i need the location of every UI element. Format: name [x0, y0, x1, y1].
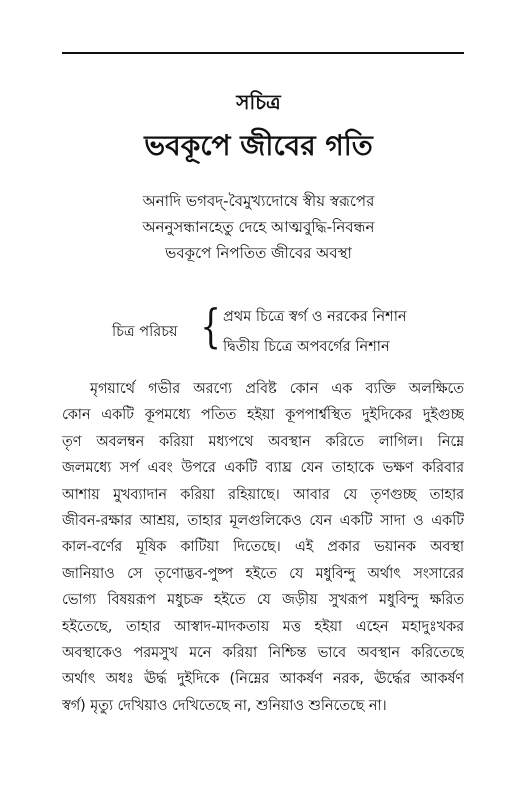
body-line: অর্থাৎ অধঃ ঊর্দ্ধ দুইদিকে (নিম্নের আকর্ষণ নরক, ঊর্দ্ধের আকর্ষণ	[62, 671, 464, 688]
body-line: জীবন-রক্ষার আশ্রয়, তাহার মূলগুলিকেও যেন একটি সাদা ও একটি	[62, 512, 464, 529]
kicker: সচিত্র	[236, 90, 281, 114]
body-line: কোন একটি কূপমধ্যে পতিত হইয়া কূপপার্শ্বস্থিত দুইদিকের দুইগুচ্ছ	[62, 407, 464, 424]
body-line: তৃণ অবলম্বন করিয়া মধ্যপথে অবস্থান করিতে লাগিল। নিম্নে	[62, 433, 464, 450]
top-rule	[62, 52, 464, 54]
subtitle	[0, 188, 517, 266]
caption-item: প্রথম চিত্রে স্বর্গ ও নরকের নিশান	[223, 309, 407, 325]
body-line: স্বর্গ) মৃত্যু দেখিয়াও দেখিতেছে না, শুনিয়াও শুনিতেছে না।	[62, 697, 387, 714]
body-line: আশায় মুখব্যাদান করিয়া রহিয়াছে। আবার যে তৃণগুচ্ছ তাহার	[62, 486, 464, 503]
caption-item: দ্বিতীয় চিত্রে অপবর্গের নিশান	[223, 339, 390, 355]
caption-brace: {	[200, 299, 221, 353]
subtitle-line: অননুসন্ধানহেতু দেহে আত্মবুদ্ধি-নিবন্ধন	[142, 218, 375, 236]
body-line: অবস্থাকেও পরমসুখ মনে করিয়া নিশ্চিন্ত ভাবে অবস্থান করিতেছে	[62, 644, 464, 661]
body-line: কাল-বর্ণের মূষিক কাটিয়া দিতেছে। এই প্রকার ভয়ানক অবস্থা	[62, 539, 464, 556]
body-line: হইতেছে, তাহার আস্বাদ-মাদকতায় মত্ত হইয়া এহেন মহাদুঃখকর	[62, 618, 464, 635]
subtitle-line: অনাদি ভগবদ্‌-বৈমুখ্যদোষে স্বীয় স্বরূপের	[142, 192, 375, 210]
caption-label: চিত্র পরিচয়	[112, 324, 178, 340]
body-paragraph	[62, 376, 464, 719]
body-line: জলমধ্যে সর্প এবং উপরে একটি ব্যাঘ্র যেন তাহাকে ভক্ষণ করিবার	[62, 460, 464, 477]
body-line: ভোগ্য বিষয়রূপ মধুচক্র হইতে যে জড়ীয় সুখরূপ মধুবিন্দু ক্ষরিত	[62, 592, 464, 609]
subtitle-line: ভবকূপে নিপতিত জীবের অবস্থা	[165, 244, 352, 262]
page-title: ভবকূপে জীবের গতি	[144, 129, 373, 162]
body-line: মৃগয়ার্থে গভীর অরণ্যে প্রবিষ্ট কোন এক ব্যক্তি অলক্ষিতে	[90, 381, 464, 397]
body-line: জানিয়াও সে তৃণোদ্ভব-পুষ্প হইতে যে মধুবিন্দু অর্থাৎ সংসারের	[62, 565, 464, 582]
caption-items	[223, 302, 407, 362]
